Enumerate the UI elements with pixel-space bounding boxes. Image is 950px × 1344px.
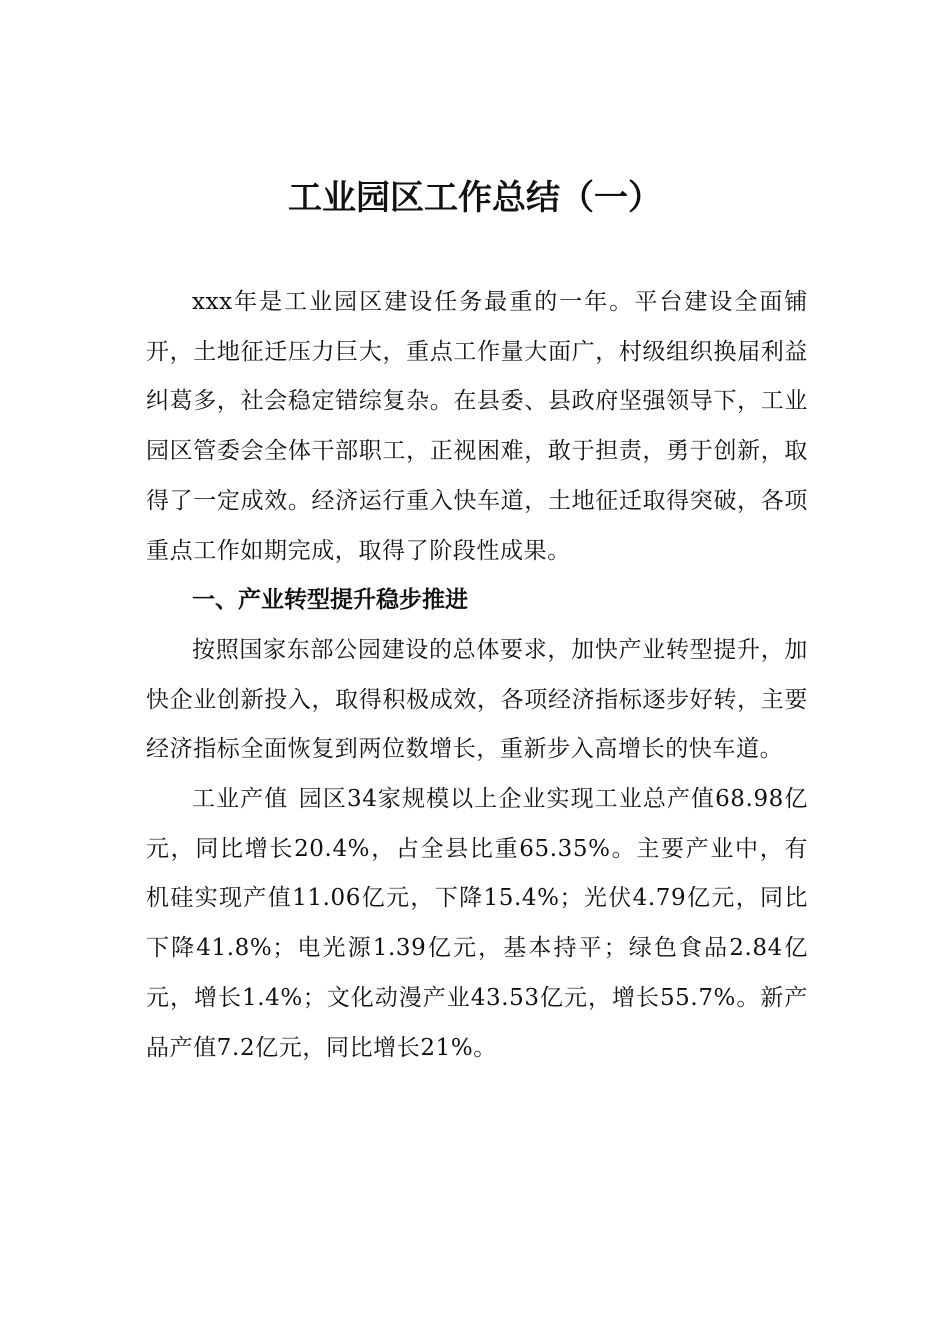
section-1-heading: 一、产业转型提升稳步推进 <box>192 587 468 614</box>
document-body <box>146 278 808 1073</box>
industrial-output-text: 园区34家规模以上企业实现工业总产值68.98亿元，同比增长20.4%，占全县比重65.35%。主要产业中，有机硅实现产值11.06亿元，下降15.4%；光伏4.79亿元，同比下降41.8%；电光源1.39亿元，基本持平；绿色食品2.84亿元，增长1.4%；文化动漫产业43.53亿元，增长55.7%。新产品产值7.2亿元，同比增长21%。 <box>146 786 808 1061</box>
industrial-output-label: 工业产值 <box>192 786 289 813</box>
document-title: 工业园区工作总结（一） <box>288 178 662 218</box>
industrial-output-paragraph <box>146 775 808 1073</box>
intro-paragraph: xxx年是工业园区建设任务最重的一年。平台建设全面铺开，土地征迁压力巨大，重点工作量大面广，村级组织换届利益纠葛多，社会稳定错综复杂。在县委、县政府坚强领导下，工业园区管委会全体干部职工，正视困难，敢于担责，勇于创新，取得了一定成效。经济运行重入快车道，土地征迁取得突破，各项重点工作如期完成，取得了阶段性成果。 <box>146 289 808 564</box>
section-1-paragraph: 按照国家东部公园建设的总体要求，加快产业转型提升，加快企业创新投入，取得积极成效，各项经济指标逐步好转，主要经济指标全面恢复到两位数增长，重新步入高增长的快车道。 <box>146 636 808 763</box>
